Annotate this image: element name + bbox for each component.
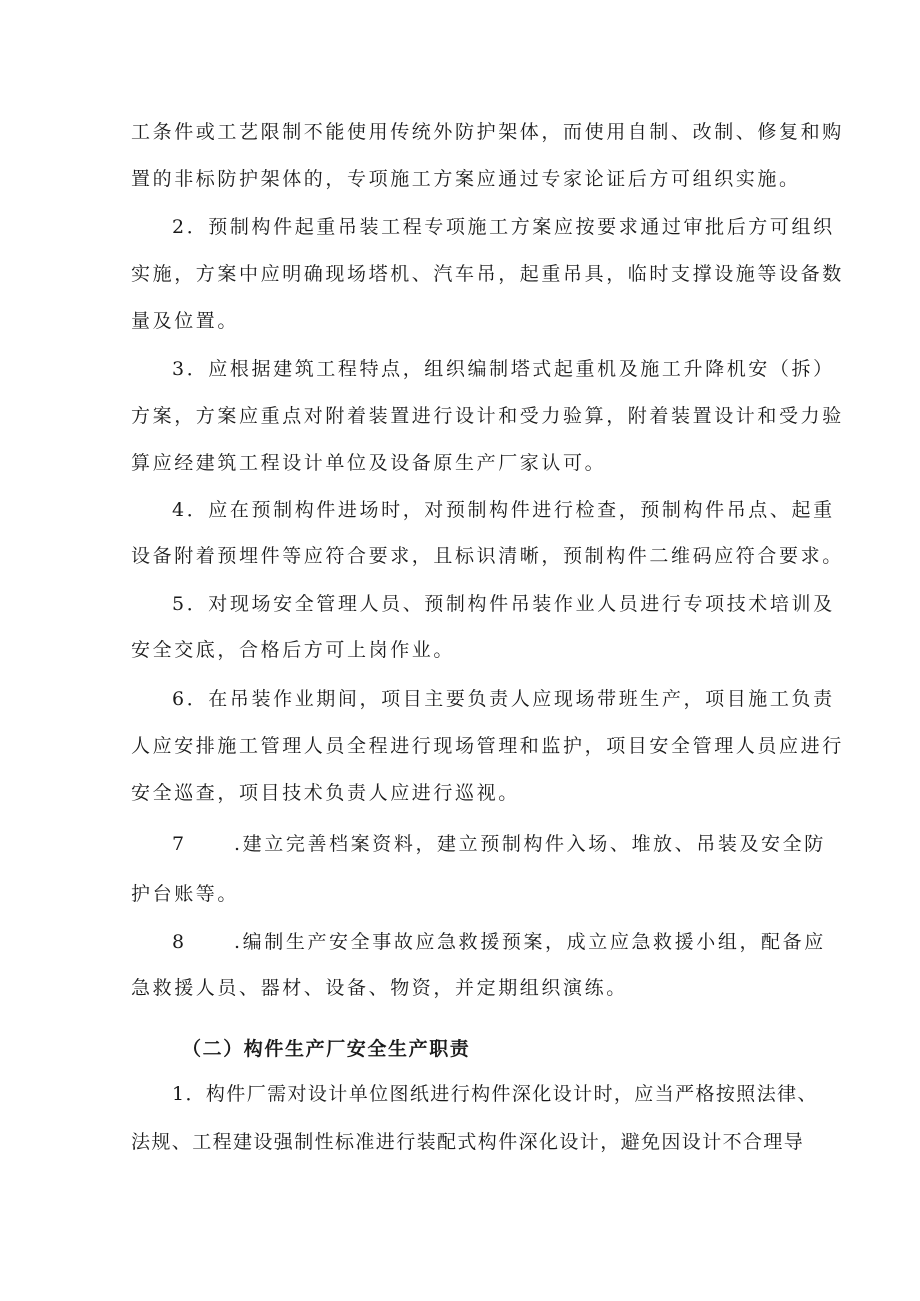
list-number: 8	[172, 931, 187, 953]
list-item-text: .编制生产安全事故应急救援预案，成立应急救援小组，配备应	[234, 931, 826, 953]
paragraph-line: 安全巡查，项目技术负责人应进行巡视。	[131, 782, 520, 804]
list-item-7	[172, 831, 826, 857]
paragraph-line: 法规、工程建设强制性标准进行装配式构件深化设计，避免因设计不合理导	[131, 1131, 805, 1153]
paragraph-line: 3．应根据建筑工程特点，组织编制塔式起重机及施工升降机安（拆）	[172, 358, 835, 380]
paragraph-line: 方案，方案应重点对附着装置进行设计和受力验算，附着装置设计和受力验	[131, 405, 844, 427]
paragraph-line: 安全交底，合格后方可上岗作业。	[131, 639, 456, 661]
paragraph-line: 算应经建筑工程设计单位及设备原生产厂家认可。	[131, 452, 607, 474]
paragraph-line: 4．应在预制构件进场时，对预制构件进行检查，预制构件吊点、起重	[172, 499, 835, 521]
list-number: 7	[172, 833, 187, 855]
paragraph-line: 人应安排施工管理人员全程进行现场管理和监护，项目安全管理人员应进行	[131, 735, 844, 757]
list-item-text: .建立完善档案资料，建立预制构件入场、堆放、吊装及安全防	[234, 833, 826, 855]
paragraph-line: 1．构件厂需对设计单位图纸进行构件深化设计时，应当严格按照法律、	[172, 1083, 818, 1105]
paragraph-line: 5．对现场安全管理人员、预制构件吊装作业人员进行专项技术培训及	[172, 593, 835, 615]
list-item-8	[172, 929, 826, 955]
paragraph-line: 急救援人员、器材、设备、物资，并定期组织演练。	[131, 977, 628, 999]
section-heading: （二）构件生产厂安全生产职责	[182, 1038, 471, 1060]
paragraph-line: 6．在吊装作业期间，项目主要负责人应现场带班生产，项目施工负责	[172, 688, 835, 710]
paragraph-line: 实施，方案中应明确现场塔机、汽车吊，起重吊具，临时支撑设施等设备数	[131, 263, 844, 285]
paragraph-line: 量及位置。	[131, 310, 240, 332]
paragraph-line: 护台账等。	[131, 883, 240, 905]
paragraph-line: 设备附着预埋件等应符合要求，且标识清晰，预制构件二维码应符合要求。	[131, 545, 844, 567]
paragraph-line: 2．预制构件起重吊装工程专项施工方案应按要求通过审批后方可组织	[172, 216, 835, 238]
paragraph-line: 置的非标防护架体的，专项施工方案应通过专家论证后方可组织实施。	[131, 168, 801, 190]
paragraph-line: 工条件或工艺限制不能使用传统外防护架体，而使用自制、改制、修复和购	[131, 121, 844, 143]
